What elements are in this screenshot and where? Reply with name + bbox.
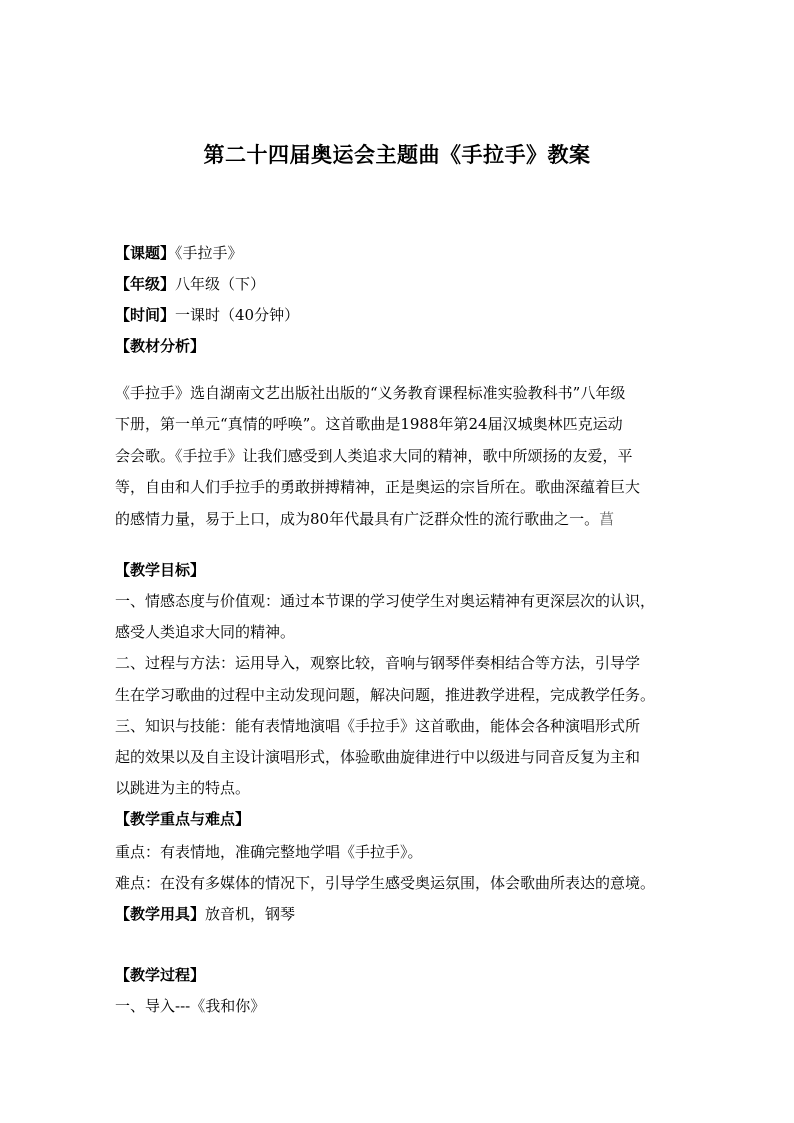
goals-line: 三、知识与技能：能有表情地演唱《手拉手》这首歌曲，能体会各种演唱形式所: [115, 717, 641, 735]
tools-value: 放音机，钢琴: [205, 905, 296, 923]
meta-grade-value: 八年级（下）: [175, 275, 266, 293]
goals-line: 生在学习歌曲的过程中主动发现问题，解决问题，推进教学进程，完成教学任务。: [115, 686, 656, 704]
analysis-line: 的感情力量，易于上口，成为80年代最具有广泛群众性的流行歌曲之一。: [115, 510, 600, 528]
goals-heading: 【教学目标】: [115, 561, 206, 579]
process-line: 一、导入---《我和你》: [115, 997, 266, 1015]
analysis-line: 下册，第一单元“真情的呼唤”。这首歌曲是1988年第24届汉城奥林匹克运动: [115, 415, 623, 433]
keypoints-line: 难点：在没有多媒体的情况下，引导学生感受奥运氛围，体会歌曲所表达的意境。: [115, 874, 656, 892]
meta-topic-value: 《手拉手》: [175, 244, 243, 262]
goals-line: 二、过程与方法：运用导入，观察比较，音响与钢琴伴奏相结合等方法，引导学: [115, 654, 641, 672]
analysis-line: 《手拉手》选自湖南文艺出版社出版的“义务教育课程标准实验教科书”八年级: [115, 384, 626, 402]
goals-line: 起的效果以及自主设计演唱形式，体验歌曲旋律进行中以级进与同音反复为主和: [115, 748, 641, 766]
keypoints-heading: 【教学重点与难点】: [115, 810, 251, 828]
meta-time-value: 一课时（40分钟）: [175, 306, 300, 324]
analysis-line: 会会歌。《手拉手》让我们感受到人类追求大同的精神，歌中所颂扬的友爱，平: [115, 447, 633, 465]
goals-line: 感受人类追求大同的精神。: [115, 623, 296, 641]
goals-line: 一、情感态度与价值观：通过本节课的学习使学生对奥运精神有更深层次的认识，: [115, 592, 656, 610]
page-title: 第二十四届奥运会主题曲《手拉手》教案: [203, 142, 591, 167]
keypoints-line: 重点：有表情地，准确完整地学唱《手拉手》。: [115, 843, 423, 861]
process-heading: 【教学过程】: [115, 966, 206, 984]
meta-grade-label: 【年级】: [115, 275, 176, 293]
stray-glyph: 菖: [599, 510, 615, 528]
meta-time-label: 【时间】: [115, 306, 176, 324]
meta-topic-label: 【课题】: [115, 244, 176, 262]
analysis-last-line: [115, 509, 685, 529]
tools-line: [115, 904, 685, 924]
goals-line: 以跳进为主的特点。: [115, 779, 251, 797]
tools-label: 【教学用具】: [115, 905, 206, 923]
meta-topic: [115, 243, 685, 263]
meta-grade: [115, 274, 685, 294]
analysis-heading: 【教材分析】: [115, 337, 206, 355]
analysis-line: 等，自由和人们手拉手的勇敢拼搏精神，正是奥运的宗旨所在。歌曲深蕴着巨大: [115, 478, 641, 496]
meta-time: [115, 305, 685, 325]
